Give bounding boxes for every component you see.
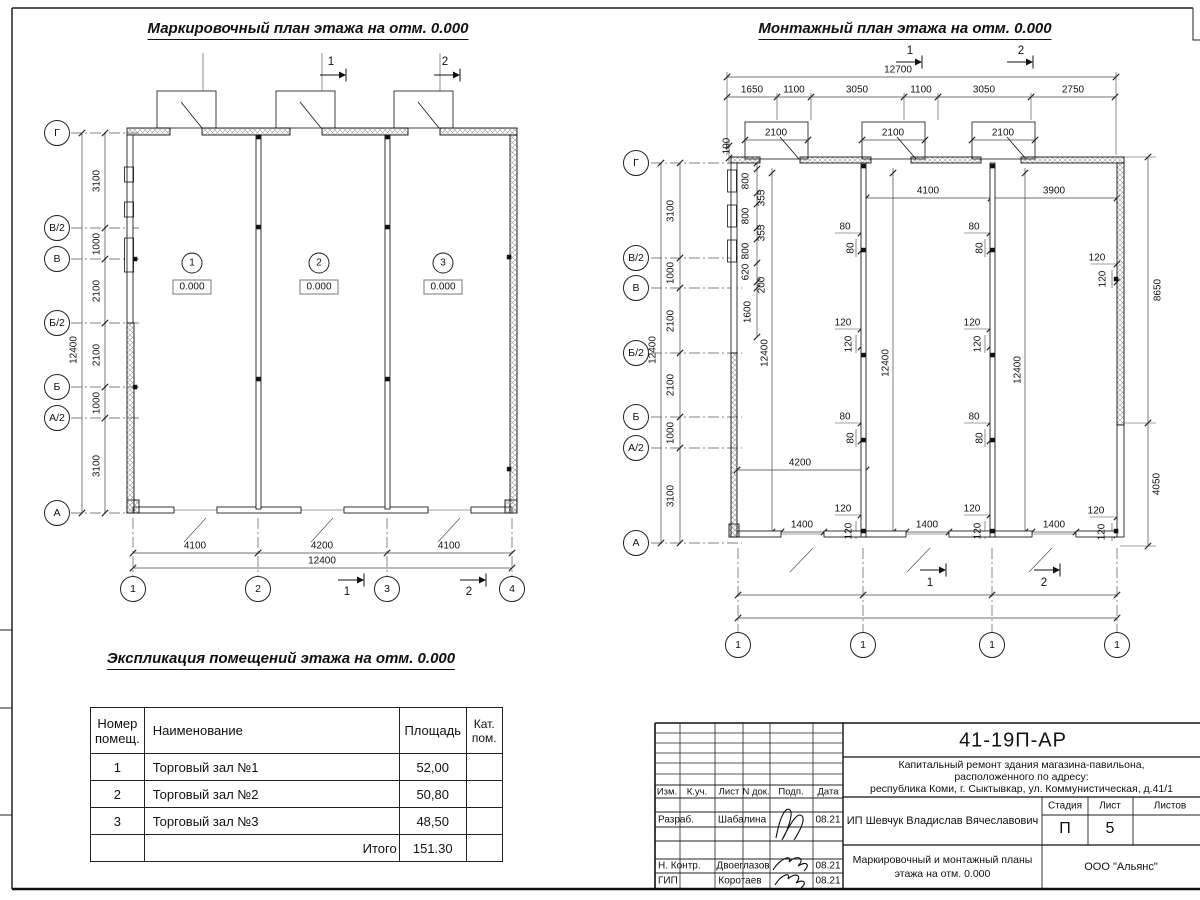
axis-bubble: А/2 bbox=[44, 405, 70, 431]
dimension-label: 120 bbox=[972, 522, 984, 540]
dimension-label: 12400 bbox=[880, 349, 892, 377]
dimension-label: 120 bbox=[963, 317, 981, 329]
section-mark-label: 1 bbox=[327, 56, 335, 68]
dimension-label: 80 bbox=[968, 411, 980, 423]
dimension-label: 80 bbox=[839, 221, 851, 233]
col-podp: Подп. bbox=[778, 786, 804, 798]
dimension-label: 120 bbox=[834, 317, 852, 329]
right-plan-panel-callouts bbox=[835, 230, 1120, 541]
stage-label: Стадия bbox=[1047, 800, 1083, 812]
dimension-label: 190 bbox=[721, 137, 733, 155]
dimension-label: 120 bbox=[1087, 505, 1105, 517]
cell-name: Торговый зал №1 bbox=[144, 754, 399, 781]
dimension-label: 1000 bbox=[91, 391, 103, 415]
dimension-label: 120 bbox=[1097, 270, 1109, 288]
dimension-label: 120 bbox=[1096, 523, 1108, 541]
panel-mark-bubble: 1 bbox=[850, 632, 876, 658]
dimension-label: 2750 bbox=[1061, 84, 1085, 96]
table-total-row bbox=[91, 835, 503, 862]
axis-bubble: А/2 bbox=[623, 435, 649, 461]
axis-bubble: Б/2 bbox=[623, 340, 649, 366]
section-mark-label: 1 bbox=[906, 45, 914, 57]
section-mark-label: 2 bbox=[1017, 45, 1025, 57]
table-row bbox=[91, 808, 503, 835]
cell-name: Торговый зал №3 bbox=[144, 808, 399, 835]
panel-mark-bubble: 1 bbox=[725, 632, 751, 658]
section-mark-label: 2 bbox=[1040, 577, 1048, 589]
dimension-label: 4100 bbox=[916, 185, 940, 197]
cell-num: 2 bbox=[91, 781, 145, 808]
dimension-label: 1400 bbox=[790, 519, 814, 531]
dimension-label: 80 bbox=[845, 242, 857, 254]
axis-bubble: 1 bbox=[120, 576, 146, 602]
cell-area: 48,50 bbox=[399, 808, 466, 835]
cell-cat bbox=[466, 808, 502, 835]
cell-area: 52,00 bbox=[399, 754, 466, 781]
dimension-label: 1100 bbox=[910, 84, 932, 96]
company-name: ООО "Альянс" bbox=[1084, 861, 1158, 873]
elevation-mark: 0.000 bbox=[423, 280, 462, 295]
dimension-label: 1000 bbox=[91, 232, 103, 256]
dimension-label: 2100 bbox=[881, 127, 905, 139]
dimension-label: 12700 bbox=[884, 64, 912, 76]
drawing-title: Маркировочный и монтажный планы этажа на отм. 0.000 bbox=[852, 854, 1033, 880]
cell-num bbox=[91, 835, 145, 862]
dimension-label: 355 bbox=[756, 189, 768, 207]
dimension-label: 4100 bbox=[183, 540, 207, 552]
table-row bbox=[91, 781, 503, 808]
dimension-label: 2100 bbox=[991, 127, 1015, 139]
dimension-label: 120 bbox=[1088, 252, 1106, 264]
dimension-label: 1100 bbox=[783, 84, 805, 96]
dimension-label: 4100 bbox=[437, 540, 461, 552]
role-razrab: Разраб. bbox=[658, 814, 695, 826]
dimension-label: 4050 bbox=[1151, 472, 1163, 496]
table-header-row bbox=[91, 708, 503, 754]
project-line: расположенного по адресу: bbox=[954, 771, 1089, 783]
axis-bubble: Г bbox=[44, 120, 70, 146]
axis-bubble: Б/2 bbox=[44, 310, 70, 336]
col-ndoc: N док. bbox=[742, 786, 770, 798]
dimension-label: 120 bbox=[834, 503, 852, 515]
dimension-label: 8650 bbox=[1152, 278, 1164, 302]
dimension-label: 12400 bbox=[1012, 356, 1024, 384]
dimension-label: 800 bbox=[740, 207, 752, 225]
axis-bubble: 3 bbox=[374, 576, 400, 602]
dimension-label: 1400 bbox=[915, 519, 939, 531]
cell-cat bbox=[466, 835, 502, 862]
cell-cat bbox=[466, 754, 502, 781]
dimension-label: 80 bbox=[974, 242, 986, 254]
axis-bubble: В bbox=[44, 246, 70, 272]
col-data: Дата bbox=[817, 786, 839, 798]
client-name: ИП Шевчук Владислав Вячеславович bbox=[846, 815, 1039, 827]
dimension-label: 3050 bbox=[845, 84, 869, 96]
section-mark-label: 1 bbox=[926, 577, 934, 589]
col-list: Лист bbox=[718, 786, 740, 798]
sheet-number: 5 bbox=[1105, 820, 1115, 837]
dimension-label: 12400 bbox=[647, 336, 659, 364]
room-number-bubble: 3 bbox=[433, 253, 454, 274]
role-nkontr: Н. Контр. bbox=[658, 860, 701, 872]
project-line: республика Коми, г. Сыктывкар, ул. Коммунистическая, д.41/1 bbox=[869, 783, 1174, 795]
col-kuch: К.уч. bbox=[686, 786, 708, 798]
col-izm: Изм. bbox=[656, 786, 678, 798]
elevation-mark: 0.000 bbox=[172, 280, 211, 295]
axis-bubble: В/2 bbox=[44, 215, 70, 241]
axis-bubble: В bbox=[623, 275, 649, 301]
dimension-label: 120 bbox=[972, 335, 984, 353]
room-number-bubble: 2 bbox=[309, 253, 330, 274]
dimension-label: 3100 bbox=[91, 169, 103, 193]
dimension-label: 4200 bbox=[788, 457, 812, 469]
cell-cat bbox=[466, 781, 502, 808]
dimension-label: 1000 bbox=[665, 421, 677, 445]
dimension-label: 800 bbox=[740, 172, 752, 190]
axis-bubble: 2 bbox=[245, 576, 271, 602]
dimension-label: 12400 bbox=[68, 336, 80, 364]
explication-table bbox=[90, 707, 503, 862]
right-plan-walls bbox=[728, 157, 1125, 537]
col-header-area: Площадь bbox=[399, 708, 466, 754]
dimension-label: 2100 bbox=[665, 309, 677, 333]
dimension-label: 2100 bbox=[665, 373, 677, 397]
dimension-label: 120 bbox=[963, 503, 981, 515]
right-plan-title: Монтажный план этажа на отм. 0.000 bbox=[758, 20, 1051, 40]
total-value: 151.30 bbox=[399, 835, 466, 862]
table-row bbox=[91, 754, 503, 781]
doc-code: 41-19П-АР bbox=[959, 729, 1067, 752]
dimension-label: 800 bbox=[740, 242, 752, 260]
dimension-label: 355 bbox=[756, 224, 768, 242]
panel-mark-bubble: 1 bbox=[979, 632, 1005, 658]
date-gip: 08.21 bbox=[815, 875, 841, 887]
dimension-label: 3100 bbox=[665, 199, 677, 223]
right-plan-section-marks bbox=[896, 56, 1060, 577]
project-line: Капитальный ремонт здания магазина-павильона, bbox=[898, 759, 1145, 771]
sheets-label: Листов bbox=[1153, 800, 1187, 812]
name-nkontr: Двоеглазов bbox=[716, 860, 770, 872]
dimension-label: 2100 bbox=[91, 279, 103, 303]
dimension-label: 1000 bbox=[665, 261, 677, 285]
axis-bubble: 4 bbox=[499, 576, 525, 602]
right-plan-doors bbox=[742, 122, 1038, 159]
dimension-label: 120 bbox=[843, 335, 855, 353]
panel-mark-bubble: 1 bbox=[1104, 632, 1130, 658]
axis-bubble: Г bbox=[623, 150, 649, 176]
total-label: Итого bbox=[144, 835, 399, 862]
left-plan-walls bbox=[125, 128, 518, 513]
dimension-label: 80 bbox=[845, 432, 857, 444]
dimension-label: 4200 bbox=[310, 540, 334, 552]
dimension-label: 80 bbox=[839, 411, 851, 423]
dimension-label: 120 bbox=[843, 522, 855, 540]
cell-num: 1 bbox=[91, 754, 145, 781]
dimension-label: 3900 bbox=[1042, 185, 1066, 197]
left-plan-dimensions bbox=[79, 130, 515, 571]
axis-bubble: А bbox=[44, 500, 70, 526]
room-number-bubble: 1 bbox=[182, 253, 203, 274]
col-header-cat: Кат. пом. bbox=[466, 708, 502, 754]
dimension-label: 80 bbox=[968, 221, 980, 233]
axis-bubble: А bbox=[623, 530, 649, 556]
role-gip: ГИП bbox=[658, 875, 678, 887]
dimension-label: 12400 bbox=[308, 555, 336, 567]
section-mark-label: 1 bbox=[343, 586, 351, 598]
section-mark-label: 2 bbox=[465, 586, 473, 598]
stage-value: П bbox=[1059, 820, 1071, 837]
dimension-label: 3050 bbox=[972, 84, 996, 96]
date-nkontr: 08.21 bbox=[815, 860, 841, 872]
dimension-label: 200 bbox=[756, 276, 768, 294]
cell-name: Торговый зал №2 bbox=[144, 781, 399, 808]
project-description bbox=[845, 758, 1198, 796]
cell-area: 50,80 bbox=[399, 781, 466, 808]
sheet-label: Лист bbox=[1099, 800, 1121, 812]
name-razrab: Шабалина bbox=[717, 814, 767, 826]
left-plan-doors bbox=[157, 53, 453, 128]
dimension-label: 2100 bbox=[91, 343, 103, 367]
axis-bubble: В/2 bbox=[623, 245, 649, 271]
cell-num: 3 bbox=[91, 808, 145, 835]
signatures bbox=[773, 809, 807, 888]
dimension-label: 620 bbox=[740, 263, 752, 281]
col-header-num: Номер помещ. bbox=[91, 708, 145, 754]
explication-title: Экспликация помещений этажа на отм. 0.000 bbox=[107, 650, 455, 670]
dimension-label: 12400 bbox=[759, 339, 771, 367]
dimension-label: 3100 bbox=[91, 454, 103, 478]
section-mark-label: 2 bbox=[441, 56, 449, 68]
name-gip: Коротаев bbox=[718, 875, 762, 887]
axis-bubble: Б bbox=[44, 374, 70, 400]
dimension-label: 1650 bbox=[740, 84, 764, 96]
date-razrab: 08.21 bbox=[815, 814, 841, 826]
dimension-label: 3100 bbox=[665, 484, 677, 508]
elevation-mark: 0.000 bbox=[299, 280, 338, 295]
axis-bubble: Б bbox=[623, 404, 649, 430]
col-header-name: Наименование bbox=[144, 708, 399, 754]
left-plan-title: Маркировочный план этажа на отм. 0.000 bbox=[148, 20, 469, 40]
dimension-label: 2100 bbox=[764, 127, 788, 139]
dimension-label: 1600 bbox=[742, 300, 754, 324]
dimension-label: 1400 bbox=[1042, 519, 1066, 531]
right-plan-axes bbox=[651, 163, 1117, 632]
dimension-label: 80 bbox=[974, 432, 986, 444]
